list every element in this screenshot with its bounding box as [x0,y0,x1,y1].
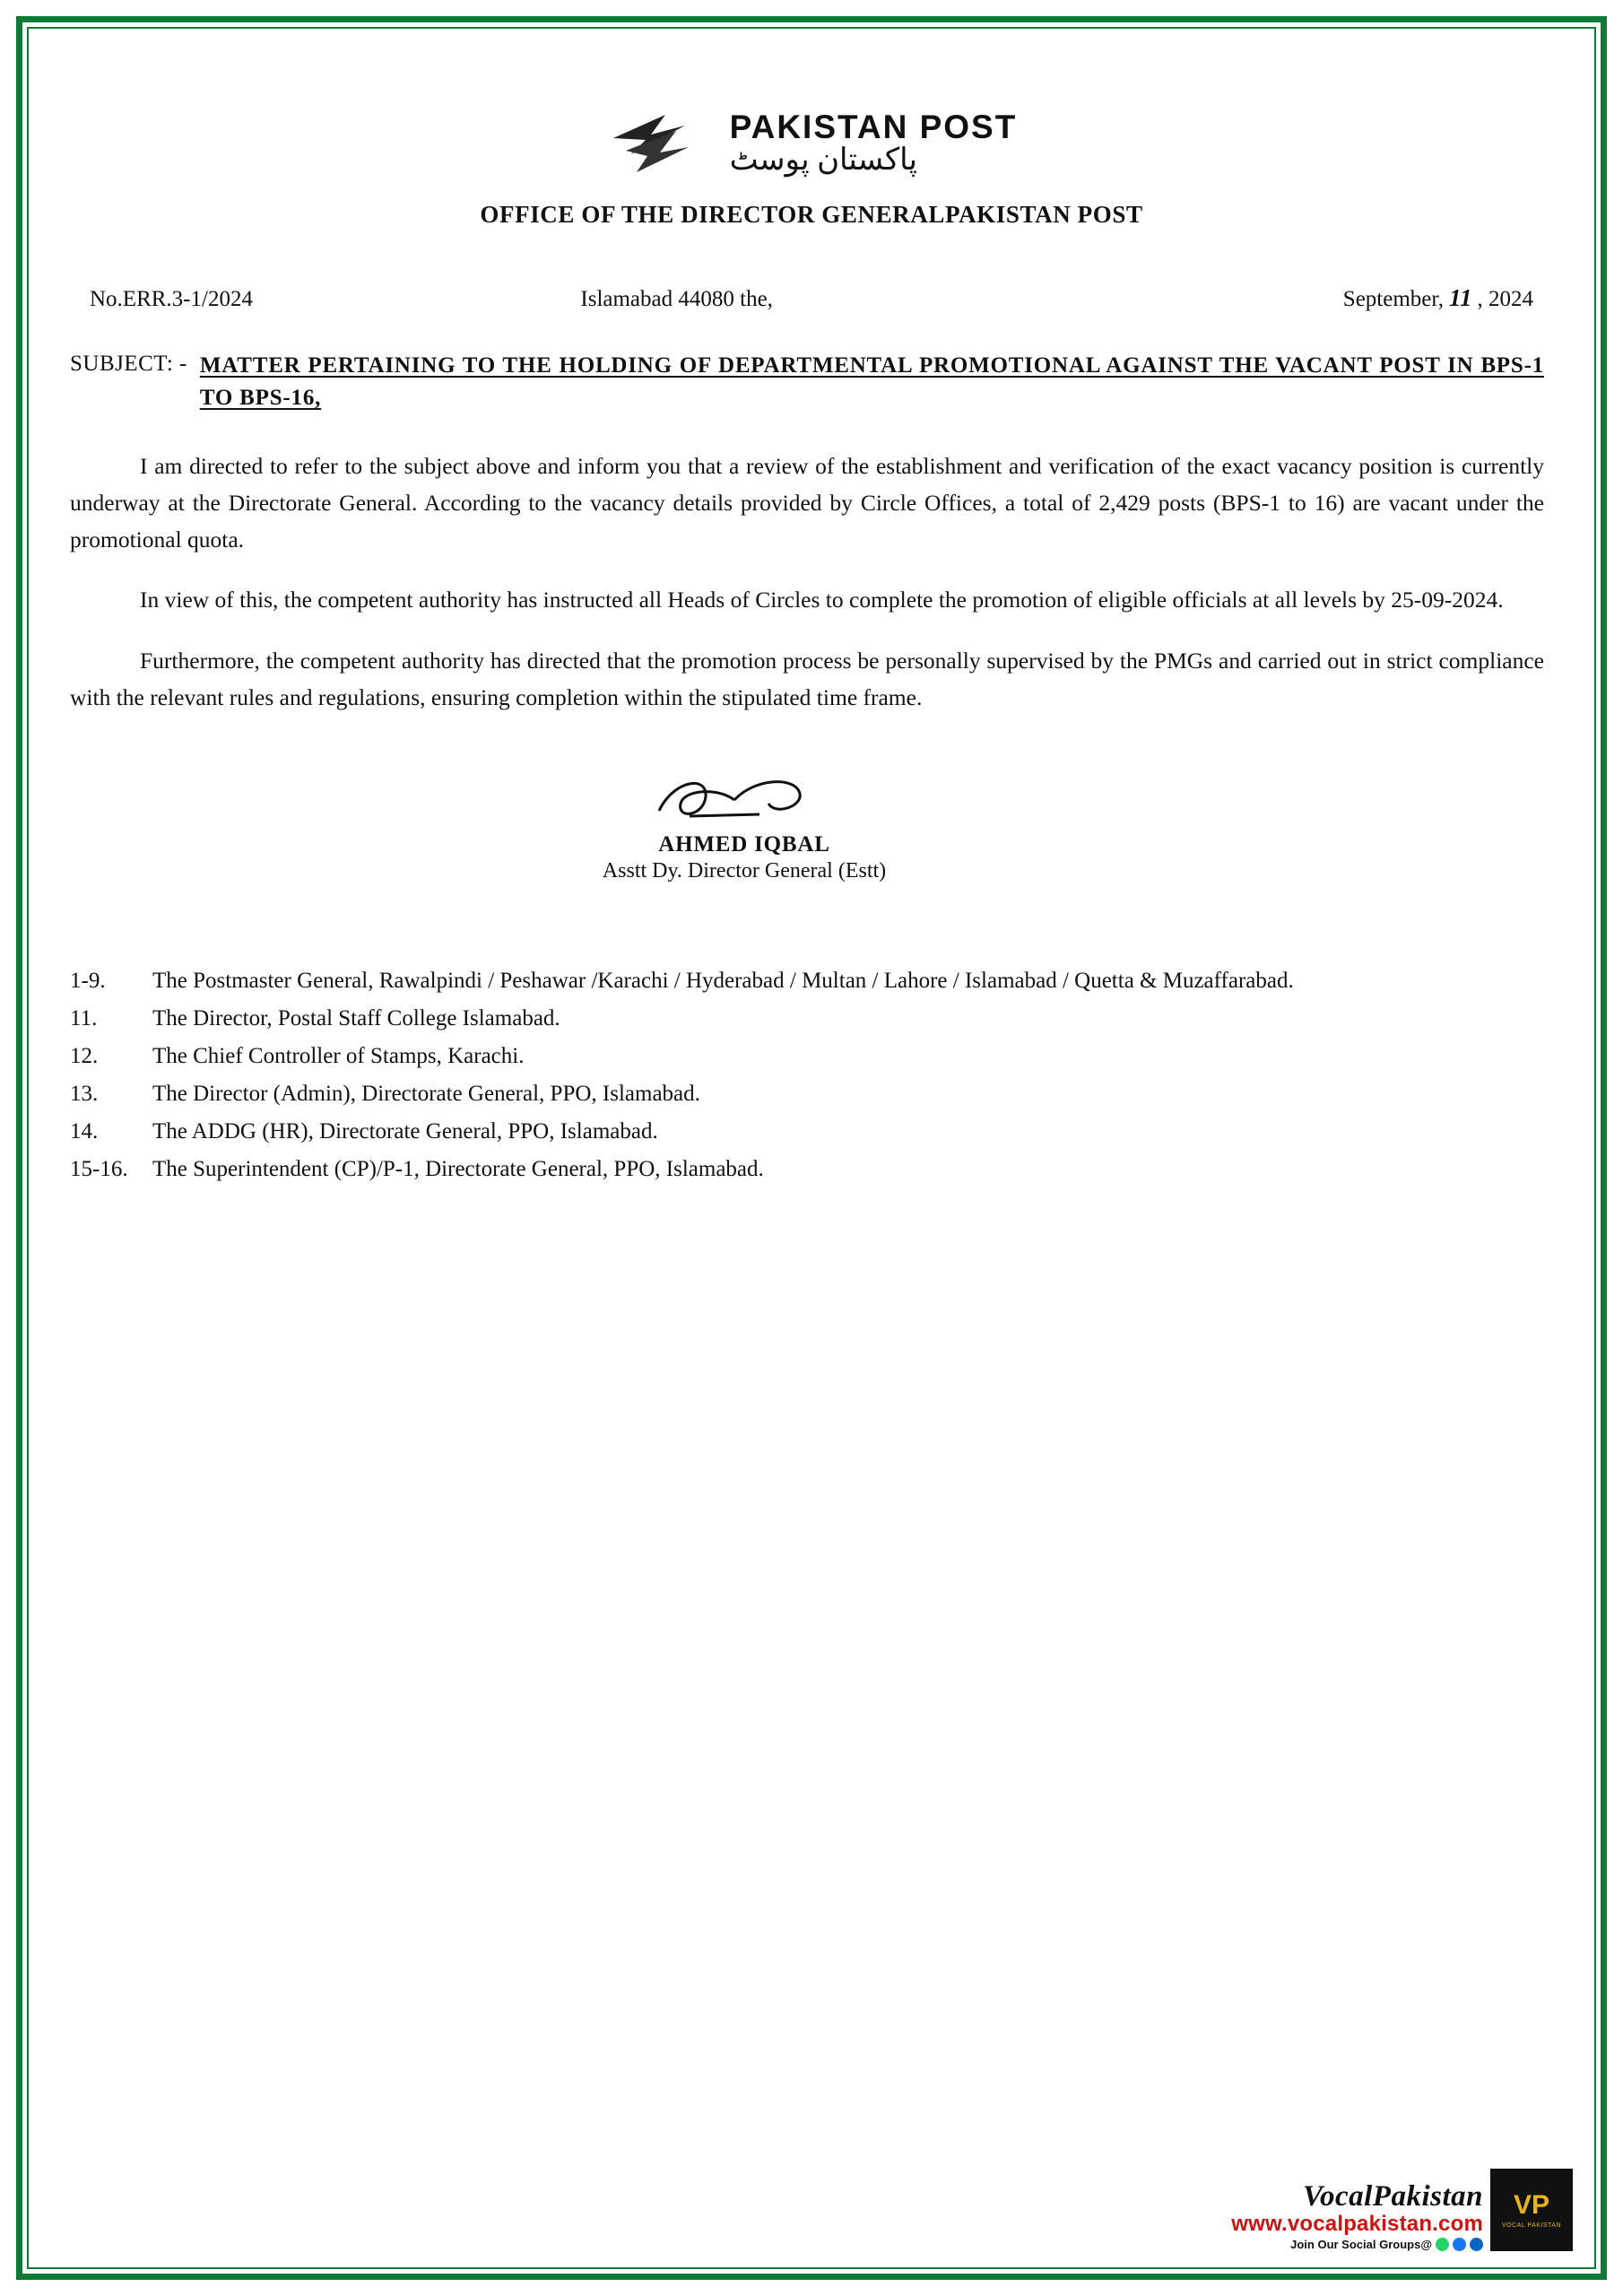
list-item-number: 12. [70,1044,99,1069]
footer-logo-subtitle: VOCAL PAKISTAN [1502,2222,1561,2229]
list-item [70,1115,1533,1149]
subject-text: MATTER PERTAINING TO THE HOLDING OF DEPARTMENTAL PROMOTIONAL AGAINST THE VACANT POST IN BPS-1 TO BPS-16, [199,353,1544,411]
date-month: September, [1342,287,1444,311]
letterhead [36,108,1587,178]
list-item-number: 13. [70,1082,99,1107]
document-body [36,448,1587,717]
subject-label: SUBJECT: - [70,352,187,376]
office-title: OFFICE OF THE DIRECTOR GENERALPAKISTAN POST [480,201,1143,228]
list-item-text: The Director (Admin), Directorate General, PPO, Islamabad. [152,1082,700,1107]
date-day-handwritten: 11 [1448,284,1472,311]
footer-join-text: Join Our Social Groups@ [1290,2237,1432,2251]
footer-brand-url[interactable]: www.vocalpakistan.com [1231,2211,1483,2236]
subject-block [36,350,1587,415]
footer-brand-texts [1231,2181,1483,2251]
footer-watermark [1231,2169,1573,2251]
facebook-icon[interactable] [1453,2238,1466,2251]
list-item [70,1152,1533,1187]
list-item [70,1039,1533,1074]
signatory-name: AHMED IQBAL [658,832,830,857]
footer-brand-logo-icon [1490,2169,1573,2251]
body-paragraph: Furthermore, the competent authority has directed that the promotion process be personally supervised by the PMGs and carried out in strict compliance with the relevant rules and regulations, ensuring completion within the stipulated time frame. [70,647,1544,710]
list-item-number: 15-16. [70,1157,128,1182]
reference-date [1100,284,1533,312]
whatsapp-icon[interactable] [1436,2238,1449,2251]
list-item-number: 11. [70,1006,98,1031]
pakistan-post-logo-icon [606,108,714,178]
distribution-list [36,964,1587,1187]
date-year: , 2024 [1477,287,1533,311]
signatory-title: Asstt Dy. Director General (Estt) [602,859,887,883]
document-sheet [36,36,1587,2260]
list-item-text: The Superintendent (CP)/P-1, Directorate General, PPO, Islamabad. [152,1157,764,1182]
logo-title-ur: پاکستان پوسٹ [729,143,918,177]
reference-number: No.ERR.3-1/2024 [90,287,253,311]
list-item-text: The Director, Postal Staff College Islamabad. [152,1006,560,1031]
list-item-text: The ADDG (HR), Directorate General, PPO, Islamabad. [152,1119,658,1144]
signature-icon [641,770,847,832]
body-paragraph: I am directed to refer to the subject above and inform you that a review of the establishment and verification of the exact vacancy position is currently underway at the Directorate General. According to the vacancy details provided by Circle Offices, a total of 2,429 posts (BPS-1 to 16) are vacant under the promotional quota. [70,452,1544,553]
body-paragraph: In view of this, the competent authority has instructed all Heads of Circles to complete the promotion of eligible officials at all levels by 25-09-2024. [140,587,1504,613]
list-item-number: 14. [70,1119,99,1144]
list-item-text: The Postmaster General, Rawalpindi / Peshawar /Karachi / Hyderabad / Multan / Lahore / Islamabad / Quetta & Muzaffarabad. [152,969,1294,994]
letterhead-text [730,110,1018,176]
linkedin-icon[interactable] [1470,2238,1483,2251]
footer-logo-initials: VP [1513,2189,1550,2220]
footer-brand-title: VocalPakistan [1303,2180,1483,2213]
list-item [70,1077,1533,1111]
list-item [70,1002,1533,1036]
signature-block [36,770,1587,883]
list-item [70,964,1533,998]
list-item-number: 1-9. [70,969,106,994]
reference-row [36,284,1587,312]
logo-title-en: PAKISTAN POST [729,108,1018,145]
reference-place: Islamabad 44080 the, [580,287,773,311]
footer-social-line [1231,2238,1483,2251]
list-item-text: The Chief Controller of Stamps, Karachi. [152,1044,525,1069]
